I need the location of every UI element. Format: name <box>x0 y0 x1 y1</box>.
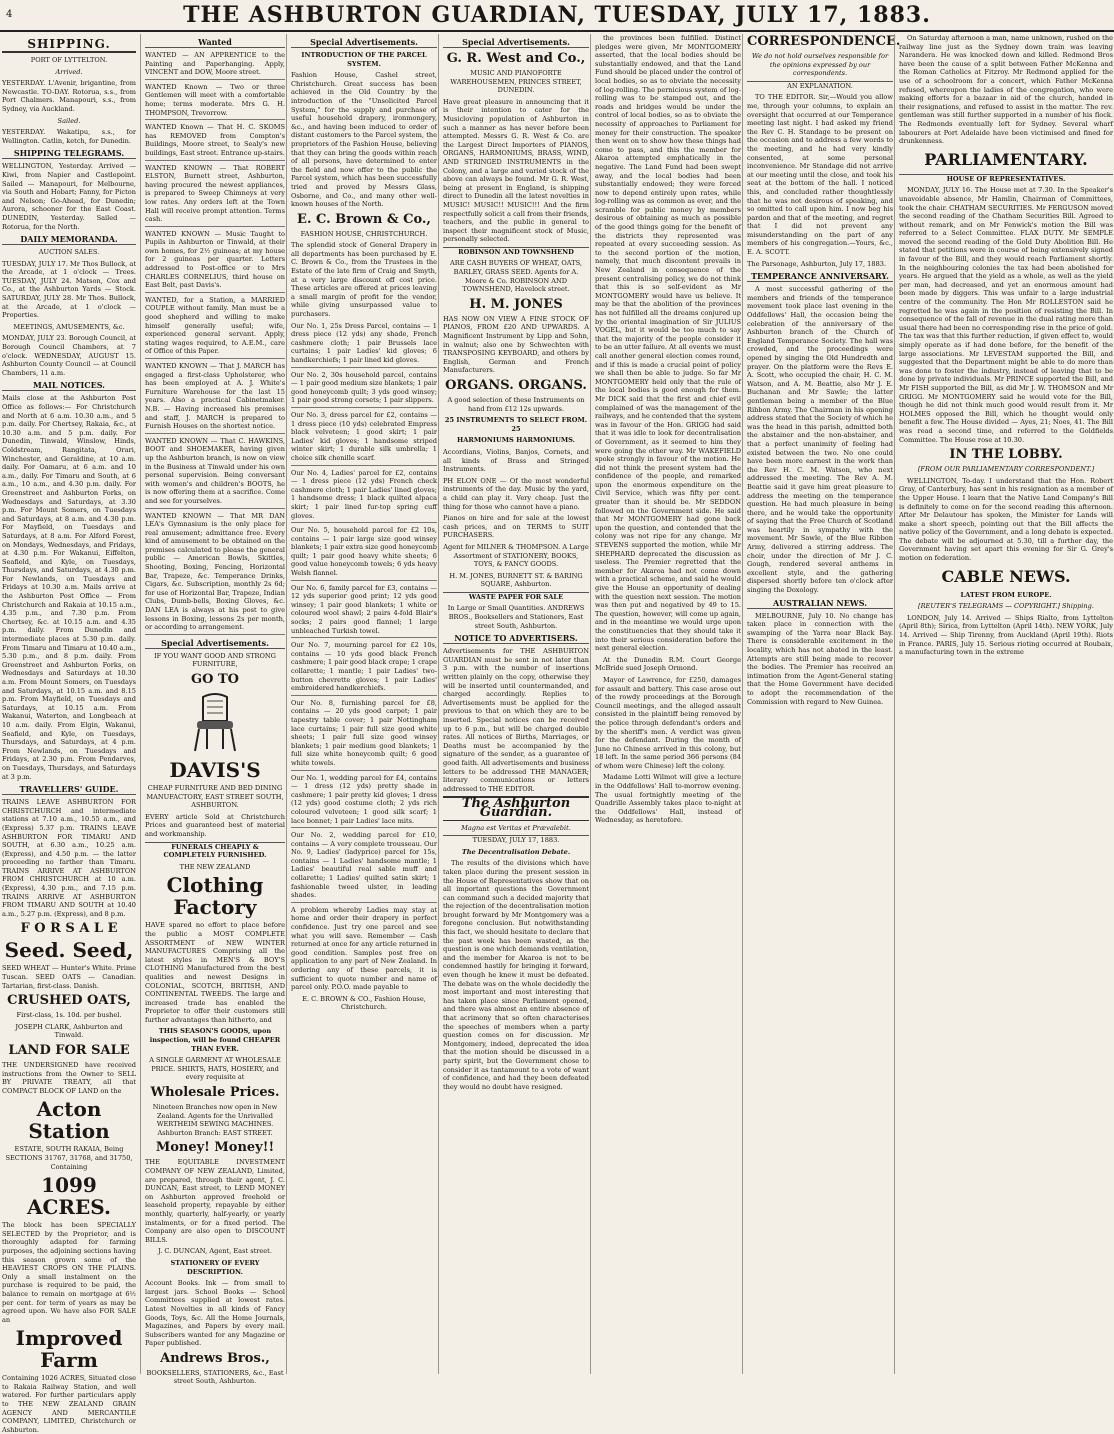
decentralisation-text: The results of the divisions which have taken place during the present session in the House of Representatives show that on all important questions the Government can command such a decided majority that the rejection of the decentralisation motion brought forward by Mr Montgomery was a foregone conclusion. But notwithstanding this fact, we should hesitate to declare that the past week has been wasted, as the question is one which demands ventilation, and the member for Akaroa is not to be condemned hastily for bringing it forward, even though he knew it must be defeated. The debate was on the whole decidedly the most important and most interesting that has taken place since Parliament opened, and there was almost an entire absence of that acrimony that so often characterises the speeches of members when a party question comes on for discussion. Mr Montgomery, indeed, deprecated the idea that the motion should be discussed in a party spirit, but the Government chose to consider it as tantamount to a vote of want of confidence, and had they been defeated they would no doubt have resigned. <box>443 859 589 1091</box>
lobby-subheading: [FROM OUR PARLIAMENTARY CORRESPONDENT.] <box>917 465 1095 474</box>
clothing-heading: Clothing Factory <box>166 873 264 920</box>
explanation-text: TO THE EDITOR. Sir,—Would you allow me, through your columns, to explain an oversight that occurred at our Temperance meeting last night. I had asked my friend the Rev C. H. Standage to be present on the occasion and to address a few words to the meeting, and he had very kindly consented, at some personal inconvenience. Mr Standage did not arrive at our meeting until the close, and took his seat at the bottom of the hall. I noticed this, and concluded rather thoughtlessly that he was not desirous of speaking, and so omitted to call upon him. I now beg his pardon and that of the meeting, and regret that I did not prevent any misunderstanding on the part of any members of his congregation.—Yours, &c., E. A. SCOTT. <box>747 93 893 257</box>
column-2 <box>140 34 285 1386</box>
column-7 <box>894 34 1113 1374</box>
wholesale-heading: Wholesale Prices. <box>150 1085 280 1101</box>
notice-text: Advertisements for THE ASHBURTON GUARDIAN must be sent in not later than 3 p.m. with the number of insertions written plainly on the copy, otherwise they will be inserted until countermanded, and charged accordingly. Replies to Advertisements must be applied for the previous to that on which they are to be inserted. Special notices can be received up to 6 p.m., but will be charged double rates. All notices of Births, Marriages, or Deaths must be accompanied by the signature of the sender, as a guarantee of good faith. All advertisements and business letters to be addressed THE MANAGER; literary communications or letters addressed to THE EDITOR. <box>443 647 589 793</box>
parcel-list-item: Our No. 7, mourning parcel for £2 10s, contains — 10 yds good black French cashmere; 1 pair good black crape; 1 crape collarette; 1 mantle; 1 pair Ladies' two-button chevrette gloves; 1 pair Ladies' embroidered handkerchiefs. <box>291 641 437 696</box>
auction-heading: AUCTION SALES. <box>38 248 100 257</box>
parcel-list-item: Our No. 2, wedding parcel for £10, contains — A very complete trousseau. Our No. 9, Ladies' (ladyprice) parcel for 15s, contains — 1 Ladies' handsome mantle; 1 Ladies' beautiful real sable muff and collarette; 1 Ladies' quilted satin skirt; 1 fashionable tweed ulster, in leading shades. <box>291 831 437 903</box>
shirts-text: A SINGLE GARMENT AT WHOLESALE PRICE. SHIRTS, HATS, HOSIERY, and every requisite at <box>149 1056 281 1082</box>
west-heading: G. R. West and Co., <box>446 51 586 66</box>
robinson-heading: ROBINSON AND TOWNSHEND <box>443 247 589 257</box>
phelon-text: PH ELON ONE — Of the most wonderful instruments of the day. Music by the yard, a child can play it. Very cheap. Just the thing for those who cannot have a piano. <box>443 476 589 511</box>
masthead <box>0 0 1114 32</box>
waste-heading: WASTE PAPER FOR SALE <box>443 592 589 602</box>
farm-heading: Improved Farm <box>15 1326 123 1373</box>
wanted-ad: WANTED KNOWN — That J. MARCH has engaged a first-class Upholsterer, who has been employed at A. J. White's Furniture Warehouse for the last 15 years. Also a practical Cabinetmaker. N.B. — Having increased his premises and staff, J. MARCH is prepared to Furnish Houses on the shortest notice. <box>145 362 285 434</box>
lobby-heading: IN THE LOBBY. <box>949 447 1063 463</box>
travellers-text: TRAINS LEAVE ASHBURTON FOR CHRISTCHURCH and intermediate stations at 7.10 a.m., 10.55 a.m., and (Express) 5.37 p.m. TRAINS LEAVE ASHBURTON FOR TIMARU AND SOUTH, at 6.30 a.m., 10.25 a.m. (Express), and 4.50 p.m. — the latter proceeding no farther than Timaru. TRAINS ARRIVE AT ASHBURTON FROM CHRISTCHURCH at 10 a.m. (Express), 4.30 p.m., and 7.15 p.m. TRAINS ARRIVE AT ASHBURTON FROM TIMARU AND SOUTH at 10.40 a.m., 5.27 p.m. (Express), and 8 p.m. <box>2 798 136 918</box>
port-heading: PORT OF LYTTELTON. <box>30 56 108 64</box>
meetings-text: MONDAY, JULY 23. Borough Council, at Borough Council Chambers, at 7 o'clock. WEDNESDAY, AUGUST 15. Ashburton County Council — at Council Chambers, 11 a.m. <box>2 334 136 377</box>
furniture-intro: IF YOU WANT GOOD AND STRONG FURNITURE, <box>154 651 276 669</box>
west-subheading: MUSIC AND PIANOFORTE WAREHOUSEMEN, PRINCES STREET, DUNEDIN. <box>450 69 582 95</box>
wanted-ad: WANTED — AN APPRENTICE to the Painting and Paperhanging. Apply, VINCENT and DOW, Moore street. <box>145 51 285 80</box>
pianos-sale-text: Pianos on hire and for sale at the lowest cash prices, and on TERMS to SUIT PURCHASERS. <box>443 514 589 540</box>
robinson-text: ARE CASH BUYERS OF WHEAT, OATS, BARLEY, GRASS SEED. Agents for A. Moore & Co. ROBINSON AND TOWNSHEND, Havelock street. <box>450 259 582 294</box>
acres-text: The block has been SPECIALLY SELECTED by the Proprietor, and is thoroughly adapted for farming purposes, the adjoining sections having this season grown some of the HEAVIEST CROPS ON THE PLAINS. Only a small instalment on the purchase is required to be paid, the balance to remain on mortgage at 6½ per cent. for term of years as may be agreed upon. We have also FOR SALE an <box>2 1221 136 1324</box>
column-6 <box>742 34 901 1374</box>
page-number: 4 <box>6 9 13 20</box>
parcel-list-item: Our No. 3, dress parcel for £2, contains — 1 dress piece (10 yds) celebrated Empress black velveteen; 1 good skirt; 1 pair Ladies' kid gloves; 1 handsome striped winter skirt; 1 durable silk umbrella; 1 choice silk chenille scarf. <box>291 411 437 466</box>
farm-text: Containing 1026 ACRES, Situated close to Rakaia Railway Station, and well watered. For further particulars apply to THE NEW ZEALAND GRAIN AGENCY AND MERCANTILE COMPANY, LIMITED, Christchurch or Ashburton. <box>2 1374 136 1434</box>
forsale-heading: F O R S A L E <box>20 921 118 937</box>
house-heading: HOUSE OF REPRESENTATIVES. <box>899 174 1113 184</box>
dunedin-text: Mayor of Lawrence, for £250, damages for assault and battery. This case arose out of the rowdy proceedings at the Borough Council meetings, and the alleged assault consisted in the plaintiff being removed by the police through defendant's orders and by the sheriff's men. A verdict was given for the defendant. During the month of June no Chinese arrived in this colony, but 18 left. In the same period 366 persons (84 of whom were Chinese) left the colony. <box>595 675 741 770</box>
seed-heading: Seed. Seed, <box>4 938 134 963</box>
land-text: THE UNDERSIGNED have received instructions from the Owner to SELL BY PRIVATE TREATY, all that COMPACT BLOCK OF LAND on the <box>2 1061 136 1095</box>
acton-heading: Acton Station <box>28 1097 110 1144</box>
wanted-ad: WANTED KNOWN — Music Taught to Pupils in Ashburton or Tinwald, at their own homes, for 2½ guineas; at my house for 2 guineas per quarter. Letters addressed to Post-office or to Mrs CHARLES CORNELIUS, third house on East Belt, past Davis's. <box>145 230 285 293</box>
wanted-ad: WANTED Known — Two or three Gentlemen will meet with a comfortable home; terms moderate. Mrs G. H. THOMPSON, Trevorrow. <box>145 83 285 120</box>
harmoniums-text: Accordians, Violins, Banjos, Cornets, and all kinds of Brass and Stringed Instruments. <box>443 447 589 474</box>
organs-heading: ORGANS. ORGANS. <box>445 378 587 393</box>
paper-motto: Magna est Veritas et Prævalebit. <box>461 823 571 832</box>
explanation-signature: The Parsonage, Ashburton, July 17, 1883. <box>747 259 887 268</box>
andrews-heading: Andrews Bros., <box>160 1350 270 1366</box>
parcel-list-item: Our No. 2, 30s household parcel, contains — 1 pair good medium size blankets; 1 pair good honeycomb quilt; 3 yds good winsey; 1 pair good strong corsets; 1 pair slippers. <box>291 371 437 408</box>
news-text: On Saturday afternoon a man, name unknown, rushed on the railway line just as the Sydney down train was leaving Narandera. He was knocked down and killed. Redmond Bros have been the cause of a split between Father McKenna and the Roman Catholics at Fitzroy. Mr Redmond applied for the use of a schoolroom for a concert, which Father McKenna refused, whereupon the ladies of the congregation, who were making efforts for a bazaar in aid of the church, handed in their resignations, and refused to assist in the matter. The rev. gentleman was still further supported in a number of his flock. The Redmonds eventually left for Sydney. Several wharf labourers at Port Adelaide have been victimised and fined for drunkenness. <box>899 34 1113 146</box>
page-columns <box>2 34 1114 1434</box>
article-text: the provinces been fulfilled. Distinct pledges were given, Mr MONTGOMERY asserted, that the local bodies should be substantially endowed, and that the Land Fund should be placed under the control of local bodies, so as to obviate the necessity of log-rolling. The pernicious system of log-rolling was to be stamped out, and the roads and bridges would be under the control of local bodies, so as to obviate the necessity of approaches to Parliament for money for their construction. The speaker then went on to show how these things had come to pass, and this the member for Akaroa attempted emphatically in the negative. The Land Fund had been swept away, and the local bodies had been substantially endowed; they were forced now to depend entirely upon rates, while log-rolling was as common as ever, and the scramble for public money by members desirous of obtaining as much as possible of the good things going for the benefit of the districts they represented was repeated at every succeeding session. As to the second portion of the motion, namely, that much discontent prevails in New Zealand in consequence of the present centralising policy, we do not think that this is so self-evident as Mr MONTGOMERY would have us believe. It may be that the abolition of the provinces has not fulfilled all the dreams conjured up by the oriental imagination of Sir JULIUS VOGEL, but it would be too much to say that the majority of the people consider it to be an utter failure. At all events we must call another general election comes round, and if this is made a crucial point of policy we shall then be able to judge. So far Mr MONTGOMERY held only that the rule of the local bodies is good enough for them. Mr DICK said that the first and chief evil complained of was the management of the railways, and he contended that the system was in favour of the Hon. GRIGG had said that it was idle to look for decentralisation of Government, as it seemed to him they were going the other way. Mr WAKEFIELD spoke strongly in favour of the motion. He did not think the present system had the confidence of the people, and remarked upon the enormous expenditure on the Civil Service, which was fifty per cent. greater than it should be. Mr SEDDON followed on the Government side. He said that Mr MONTGOMERY had gone back upon the question, and contended that the colony was not ripe for any change. Mr STEVENS supported the motion, while Mr SHEPHARD deprecated the discussion as useless. The Premier regretted that the member for Akaroa had not come down with a practical scheme, and said he would give the House an opportunity of dealing with the question next session. The motion was then put and negatived by 49 to 15. The question, however, will come up again, and in the meantime we would urge upon the constituencies that they should take it into their serious consideration before the next general election. <box>595 34 741 653</box>
money-heading: Money! Money!! <box>155 1140 275 1156</box>
cable-subheading: LATEST FROM EUROPE. <box>960 590 1052 599</box>
arrived-heading: Arrived. <box>55 67 83 76</box>
money-signature: J. C. DUNCAN, Agent, East street. <box>158 1247 272 1256</box>
wanted-ad: WANTED KNOWN — That C. HAWKINS, BOOT and SHOEMAKER, having given up the Ashburton branch, is now on view in the Business at Tinwald under his own personal supervision. Being conversant with women's and children's BOOTS, he is now offering them at a sacrifice. Come and see for yourselves. <box>145 437 285 509</box>
wanted-ad: WANTED KNOWN — That MR DAN LEA's Gymnasium is the only place for real amusement; admittance free. Every kind of amusement to be obtained on the premises calculated to please the general public — American Bowls, Skittles, Shooting, Boxing, Fencing, Horizontal Bar, Trapeze, &c. Temperance Drinks, Cigars, &c. Subscription, monthly 2s 6d; for use of Horizontal Bar, Trapeze, Indian Clubs, Dumb-bells, Boxing Gloves, &c. DAN LEA is always at his post to give lessons in Boxing, lessons 2s per month, or according to arrangement. <box>145 512 285 635</box>
parcel-list-item: Our No. 1, 25s Dress Parcel, contains — 1 dress piece (12 yds) any shade, French cashmere cloth; 1 pair Brussels lace curtains; 1 pair Ladies' kid gloves; 6 handkerchiefs; 1 pair lined kid gloves. <box>291 322 437 368</box>
stationery-heading: STATIONERY OF EVERY DESCRIPTION. <box>170 1258 260 1276</box>
notice-heading: NOTICE TO ADVERTISERS. <box>443 633 589 644</box>
column-5 <box>590 34 741 1374</box>
crushed-text: First-class, 1s. 10d. per bushel. <box>16 1011 122 1020</box>
cable-heading: CABLE NEWS. <box>941 566 1071 586</box>
closing-text: A problem whereby Ladies may stay at home and order their drapery in perfect confidence. Just try one parcel and see what you will save. Remember — Cash returned at once for any article returned in good condition. Samples post free on application to any part of New Zealand. In ordering any of these parcels, it is sufficient to quote number and name of parcel only. P.O.O. made payable to <box>291 905 437 992</box>
branches-text: Nineteen Branches now open in New Zealand. Agents for the Unrivalled WERTHEIM SEWING MACHINES. Ashburton Branch: EAST STREET. <box>152 1103 278 1137</box>
temperance-heading: TEMPERANCE ANNIVERSARY. <box>747 271 893 282</box>
money-text: THE EQUITABLE INVESTMENT COMPANY OF NEW ZEALAND, Limited, are prepared, through their agent, J. C. DUNCAN, East street, to LEND MONEY on Ashburton approved freehold or leasehold property, repayable by either monthly, quarterly, half-yearly, or yearly instalments, or for a fixed period. The Company are also open to DISCOUNT BILLS. <box>145 1158 285 1244</box>
parcel-list-item: Our No. 8, furnishing parcel for £8, contains — 20 yds good carpet; 1 pair tapestry table cover; 1 pair Nottingham lace curtains; 1 pair full size good white sheets; 1 pair full size good winsey blankets; 1 pair medium good blankets; 1 full size white honeycomb quilt; 6 good white towels. <box>291 699 437 771</box>
decentralisation-heading: The Decentralisation Debate. <box>461 847 571 856</box>
memoranda-heading: DAILY MEMORANDA. <box>2 234 136 245</box>
instruments-heading: 25 INSTRUMENTS TO SELECT FROM. 25 <box>444 416 588 433</box>
explanation-heading: AN EXPLANATION. <box>747 81 893 91</box>
crushed-signature: JOSEPH CLARK, Ashburton and Tinwald. <box>15 1022 123 1040</box>
auction-text: TUESDAY, JULY 17. Mr Thos Bullock, at the Arcade, at 1 o'clock — Trees. TUESDAY, JULY 24. Matson, Cox and Co., at the Ashburton Yards — Stock. SATURDAY, JULY 28. Mr Thos. Bullock, at the Arcade, at 1 o'clock — Properties. <box>2 259 136 320</box>
acres-heading: 1099 ACRES. <box>27 1173 111 1220</box>
davis-text: CHEAP FURNITURE AND BED DINING MANUFACTORY, EAST STREET SOUTH, ASHBURTON. <box>146 784 284 810</box>
davis-heading: DAVIS'S <box>169 758 261 782</box>
harmoniums-heading: HARMONIUMS HARMONIUMS. <box>457 436 575 445</box>
column-1 <box>2 34 136 1434</box>
telegrams-text: WELLINGTON, Yesterday. Arrived — Kiwi, from Napier and Castlepoint. Sailed — Manapouri, for Melbourne, via South and Hobart; Fanny, for Picton and Nelson; Go-Ahead, for Dunedin; Aurora, schooner for the East Coast. DUNEDIN, Yesterday. Sailed — Rotorua, for the North. <box>2 162 136 231</box>
acton-text: ESTATE, SOUTH RAKAIA, Being SECTIONS 31767, 31768, and 31750, Containing <box>5 1145 133 1171</box>
paper-masthead: The Ashburton Guardian. <box>443 796 589 820</box>
brown-subheading: FASHION HOUSE, CHRISTCHURCH. <box>300 229 428 238</box>
parcel-text: Fashion House, Cashel street, Christchurch. Great success has been achieved in the Old Country by the introduction of the "Unsolicited Parcel System," for the supply and purchase of useful household drapery, ironmongery, &c., and having been induced to order of distant customers to the Parcel system, the proprietors of the Fashion House, believing that they can bring the goods within reach of all persons, have determined to enter the field and now offer to the public the Parcel system, which has been successfully tried and proved by Messrs Glass, Osborne, and Co., and many other well-known houses of the North. <box>291 71 437 209</box>
jones-text: HAS NOW ON VIEW A FINE STOCK OF PIANOS, FROM £20 AND UPWARDS. A Magnificent Instrument by Lipp and Sohn, in walnut; also one by Schwechten with TRANSPOSING KEYBOARD, and others by English, German and French Manufacturers. <box>443 314 589 375</box>
special-heading: Special Advertisements. <box>291 37 437 48</box>
andrews-text: BOOKSELLERS, STATIONERS, &c., East street South, Ashburton. <box>146 1368 284 1386</box>
correspondence-note: We do not hold ourselves responsible for the opinions expressed by our correspondents. <box>751 52 889 78</box>
cable-text: LONDON, July 14. Arrived — Ships Rialto, from Lyttelton (April 8th); Sirica, from Lyttelton (April 14th). NEW YORK, July 14. Arrived — Ship Tirenny, from Auckland (April 19th). Riots in France. PARIS, July 15. Serious rioting occurred at Roubaix, a manufacturing town in the extreme <box>899 613 1113 657</box>
arrived-text: YESTERDAY. L'Avenir, brigantine, from Newcastle. TO-DAY. Rotorua, s.s., from Port Chalmers. Manapouri, s.s., from Sydney, via Auckland. <box>2 79 136 113</box>
brown-heading: E. C. Brown & Co., <box>297 211 431 227</box>
cable-source: [REUTER'S TELEGRAMS — COPYRIGHT.] Shipping. <box>918 602 1094 611</box>
parcel-list-item: Our No. 1, wedding parcel for £4, contains — 1 dress (12 yds) pretty shade in cashmere; 1 pair pretty kid gloves; 1 dress (12 yds) good costume cloth; 2 yds rich coloured velveteen; 1 good silk scarf; 1 lace bonnet; 1 pair Ladies' lace mits. <box>291 774 437 829</box>
wanted-ad: WANTED, for a Station, a MARRIED COUPLE without family. Man must be a good shepherd and willing to make himself generally useful; wife, experienced general servant. Apply, stating wages required, to A.E.M., care of Office of this Paper. <box>145 296 285 359</box>
goto-heading: GO TO <box>191 672 239 687</box>
column-3 <box>286 34 437 1374</box>
jones-signature: H. M. JONES, BURNETT ST. & BARING SQUARE, Ashburton. <box>449 571 583 589</box>
special-heading: Special Advertisements. <box>145 638 285 649</box>
wanted-ad: WANTED Known — That H. C. SKOMS has REMOVED from Compton's Buildings, Moore street, to Sealy's new buildings, East street. Entrance up-stairs. <box>145 123 285 160</box>
travellers-heading: TRAVELLERS' GUIDE. <box>2 784 136 795</box>
parcel-heading: INTRODUCTION OF THE PARCEL SYSTEM. <box>301 51 427 68</box>
australian-heading: AUSTRALIAN NEWS. <box>747 598 893 609</box>
milner-text: Agent for MILNER & THOMPSON. A Large Assortment of STATIONERY, BOOKS, TOYS, & FANCY GOODS. <box>443 542 589 569</box>
west-text: Have great pleasure in announcing that it is their intention to cater for the Musicloving population of Ashburton in such a manner as has never before been attempted. Messrs G. R. West & Co. are the Largest Direct Importers of PIANOS, ORGANS, HARMONIUMS, BRASS, WIND, AND STRINGED INSTRUMENTS in the Colony, and a large and varied stock of the above can always be found. Mr G. R. West, being at present in England, is shipping direct to Dunedin all the latest novelties in MUSIC! MUSIC!! MUSIC!!! And the firm respectfully solicit a call from their friends, teachers, and the public in general to inspect their magnificent stock of Music, personally selected. <box>443 97 589 244</box>
waste-text: In Large or Small Quantities. ANDREWS BROS., Booksellers and Stationers, East street South, Ashburton. <box>447 604 585 630</box>
temperance-text: A most successful gathering of the members and friends of the temperance movement took place last evening in the Oddfellows' Hall, the occasion being the celebration of the anniversary of the Ashburton branch of the Church of England Temperance Society. The hall was crowded, and the proceedings were opened by singing the Old Hundredth and prayer. On the platform were the Revs E. A. Scott, who occupied the chair, H. C. M. Watson, and A. M. Beattie, also Mr J. E. Buchanan and Mr Sawle; the latter gentleman being a member of the Blue Ribbon Army. The Chairman in his opening address stated that the Society of which he was the head in this parish, admitted both the abstainer and the non-abstainer, and that a perfect unanimity of feeling had existed between the two. No one could have been more earnest in the work than the Rev H. C. M. Watson, who next addressed the meeting. The Rev A. M. Beattie said it gave him great pleasure to address the meeting on the temperance question. He had much pleasure in being there, and he would take the opportunity of saying that the Free Church of Scotland was heartily in sympathy with the movement. Mr Sawle, of the Blue Ribbon Army, delivered a stirring address. The choir, under the direction of Mr J. C. Gough, rendered several anthems in excellent style, and the gathering dispersed shortly before ten o'clock after singing the Doxology. <box>747 285 893 595</box>
seed-text: SEED WHEAT — Hunter's White. Prime Tuscan. SEED OATS — Canadian. Tartarian, first-class. Danish. <box>2 964 136 990</box>
lobby-text: WELLINGTON, To-day. I understand that the Hon. Robert Gray, of Canterbury, has sent in his resignation as a member of the Upper House. I learn that the Native Land Company's Bill is definitely to come on for the second reading this afternoon. After Mr Delautour has spoken, the Minister for Lands will make a short speech, pointing out that the Bill affects the native policy of the Government, and a long debate is expected. The debate will be adjourned at 5.30, till a further day, the Government having set apart this evening for Sir G. Grey's motion on federation. <box>899 476 1113 563</box>
parcel-list-item: Our No. 5, household parcel for £2 10s, contains — 1 pair large size good winsey blankets; 1 pair extra size good honeycomb quilt; 1 pair good heavy white sheets; 6 good value honeycomb towels; 6 yds heavy Welsh flannel. <box>291 526 437 581</box>
parliamentary-text: MONDAY, JULY 16. The House met at 7.30. In the Speaker's unavoidable absence, Mr Hamlin, Chairman of Committees, took the chair. CHATHAM SECURITIES. Mr FERGUSON moved the second reading of the Chatham Securities Bill. Agreed to without remark, and on Mr Fenwick's motion the Bill was referred to a Select Committee. FLAX DUTY. Mr SEMPLE moved the second reading of the Gold Duty Abolition Bill. He stated that petitions were in course of being extensively signed in favour of the Bill, and they would reach Parliament shortly. In the neighbouring colonies the tax had been abolished for years. He argued that the yield as a whole, as well as the yield per man, had decreased, and yet an enormous amount had been made by diggers. This was unfair to a large industrial centre of the community. The Hon Mr ROLLESTON said he regretted he was again in the position of resisting the Bill. In consequence of the fall of revenue in the dual rating more than usual there had been no corresponding rise in the price of gold. The tax was that this further reduction, if given effect to, would simply operate as if had done before, for the benefit of the large associations. Mr LEVESTAM supported the Bill, and suggested that the Department might be able to do more than was done to foster the industry, instead of leaving that to be done by private individuals. Mr PRINCE supported the Bill, and Mr FISH supported the Bill, as did Mr J. W. THOMSON and Mr GRIGG. Mr MONTGOMERY said he would vote for the Bill, though he did not think much good would result from it. Mr HOLMES opposed the Bill, which he thought would only benefit a few. The House divided — Ayes, 21; Noes, 41. The Bill was read a second time, and referred to the Goldfields Committee. The House rose at 10.30. <box>899 186 1114 444</box>
sailed-text: YESTERDAY. Wakatipu, s.s., for Wellington. Catlin, ketch, for Dunedin. <box>2 128 136 145</box>
parcel-list-item: Our No. 6, family parcel for £3, contains — 12 yds superior good print; 12 yds good winsey; 1 pair good blankets; 1 white or coloured wool shawl; 2 pairs 4-fold Blair's socks; 2 pairs good flannel; 1 large unbleached Turkish towel. <box>291 584 437 639</box>
column-4 <box>438 34 589 1374</box>
dunedin-heading: At the Dunedin R.M. Court George McBride sued Joseph Ormond. <box>595 655 741 673</box>
meetings-heading: MEETINGS, AMUSEMENTS, &c. <box>13 322 125 331</box>
wanted-heading: Wanted <box>145 37 285 48</box>
closing-signature: E. C. BROWN & CO., Fashion House, Christchurch. <box>302 994 426 1012</box>
cheaper-heading: THIS SEASON'S GOODS, upon inspection, will be found CHEAPER THAN EVER. <box>149 1027 281 1053</box>
newspaper-title: THE ASHBURTON GUARDIAN, TUESDAY, JULY 17, 1883. <box>183 2 931 28</box>
mail-text: Mails close at the Ashburton Post Office as follows:— For Christchurch and North at 6 a.m. 10.30 a.m., and 5 p.m. daily. For Chertsey, Rakaia, &c., at 10.30 a.m. and 5 p.m. daily. For Dunedin, Tinwald, Winslow, Hinds, Coldstream, Rangitata, Orari, Winchester, and Geraldine, at 10 a.m. daily. For Oamaru, at 6 a.m. and 10 a.m., daily. For Timaru and South, at 6 a.m., 10 a.m., and 4.30 p.m. daily. For Greenstreet and Ashburton Forks, on Wednesdays and Saturdays, at 3.30 p.m. For Mount Somers, on Tuesdays and Saturdays, at 8 a.m. and 4.30 p.m. For Mayfield, on Tuesdays and Saturdays, at 8 a.m. For Alford Forest, on Mondays, Wednesdays, and Fridays, at 4.30 p.m. For Wakanui, Eiffelton, Seafield, and Kyle, on Tuesdays, Thursdays, and Saturdays, at 4.30 p.m. For Newlands, on Tuesdays and Fridays at 10.30 a.m. Mails arrive at the Ashburton Post Office — From Christchurch and Rakaia at 10.15 a.m., 4.35 p.m., and 7.30 p.m. From Chertsey, &c. at 10.15 a.m. and 4.35 p.m. daily. From Dunedin and intermediate places at 5.30 p.m. daily. From Timaru and Timaru at 10.40 a.m., 5.30 p.m., and 8 p.m. daily. From Greenstreet and Ashburton Forks, on Wednesdays and Saturdays at 10.30 a.m. From Mount Somers, on Tuesdays and Saturdays, at 10.15 a.m. and 8.15 p.m. From Mayfield, on Tuesdays and Saturdays, at 10.15 a.m. From Wakanui, Waterton, and Longbeach at 10 a.m. daily. From Elgin, Wakanui, Seafield, and Kyle, on Tuesdays, Thursdays, and Saturdays, at 4 p.m. From Newlands, on Tuesdays and Fridays, at 2.30 p.m. From Pendarves, on Tuesdays, Thursdays, and Saturdays at 3 p.m. <box>2 394 136 781</box>
clothing-text: HAVE spared no effort to place before the public a MOST COMPLETE ASSORTMENT of NEW WINTER MANUFACTURES Comprising all the latest styles in MEN'S & BOY'S CLOTHING Manufactured from the best qualities and newest Designs in COLONIAL, SCOTCH, BRITISH, AND CONTINENTAL TWEEDS. The large and increased trade has enabled the Proprietor to offer their customers still further advantages than hitherto, and <box>145 921 285 1024</box>
funerals-text: FUNERALS CHEAPLY & COMPLETELY FURNISHED. <box>145 842 285 860</box>
wanted-ad: WANTED KNOWN — That ROBERT ELSTON, Burnett street, Ashburton, having procured the newest appliances, is prepared to Sweep Chimneys at very low rates. Any orders left at the Town Hall will receive prompt attention. Terms cash. <box>145 164 285 227</box>
crushed-heading: CRUSHED OATS, <box>7 993 131 1009</box>
mail-heading: MAIL NOTICES. <box>2 380 136 391</box>
land-heading: LAND FOR SALE <box>8 1043 130 1058</box>
sailed-heading: Sailed. <box>57 116 81 125</box>
stationery-text: Account Books. Ink — from small to largest jars. School Books — School Committees supplied at lowest rates. Latest Novelties in all kinds of Fancy Goods, Toys, &c. All the Home Journals, Magazines, and Papers by every mail. Subscribers wanted for any Magazine or Paper published. <box>145 1279 285 1348</box>
shipping-heading: SHIPPING. <box>2 37 136 53</box>
paper-date: TUESDAY, JULY 17, 1883. <box>443 835 589 845</box>
lotti-text: Madame Lotti Wilmot will give a lecture in the Oddfellows' Hall to-morrow evening. The usual fortnightly meeting of the Quadrille Assembly takes place to-night at the Oddfellows' Hall, instead of Wednesday, as heretofore. <box>595 773 741 825</box>
nz-heading: THE NEW ZEALAND <box>179 862 251 871</box>
australian-text: MELBOURNE, July 10. No change has taken place in connection with the swamping of the Yarra near Black Bay. There is considerable excitement in the locality, which has not abated in the least. Attempts are still being made to recover the bodies. The Premier has received an intimation from the Agent-General stating that the Home Government have decided to adopt the recommendation of the Commission with regard to New Guinea. <box>747 611 893 706</box>
telegrams-heading: SHIPPING TELEGRAMS. <box>2 148 136 159</box>
parcel-list-item: Our No. 4, Ladies' parcel for £2, contains — 1 dress piece (12 yds) French check cashmere cloth; 1 pair Ladies' lined gloves; 1 handsome dress; 1 black quilted alpaca skirt; 1 pair lined fur-top spring cuff gloves. <box>291 469 437 524</box>
davis-note: EVERY article Sold at Christchurch Prices and guaranteed best of material and workmanship. <box>145 812 285 838</box>
chair-illustration <box>185 691 245 755</box>
parliamentary-heading: PARLIAMENTARY. <box>924 149 1088 169</box>
brown-text: The splendid stock of General Drapery in all departments has been purchased by E. C. Brown & Co., from the Trustees in the Estate of the late firm of Craig and Smyth, at a very large discount off cost price. These articles are offered at prices leaving a small margin of profit for the vendor, while giving unsurpassed value to purchasers. <box>291 241 437 319</box>
organs-text: A good selection of these Instruments on hand from £12 12s upwards. <box>447 396 585 413</box>
correspondence-heading: CORRESPONDENCE. <box>747 34 901 49</box>
special-heading: Special Advertisements. <box>443 37 589 48</box>
jones-heading: H. M. JONES <box>469 296 563 312</box>
